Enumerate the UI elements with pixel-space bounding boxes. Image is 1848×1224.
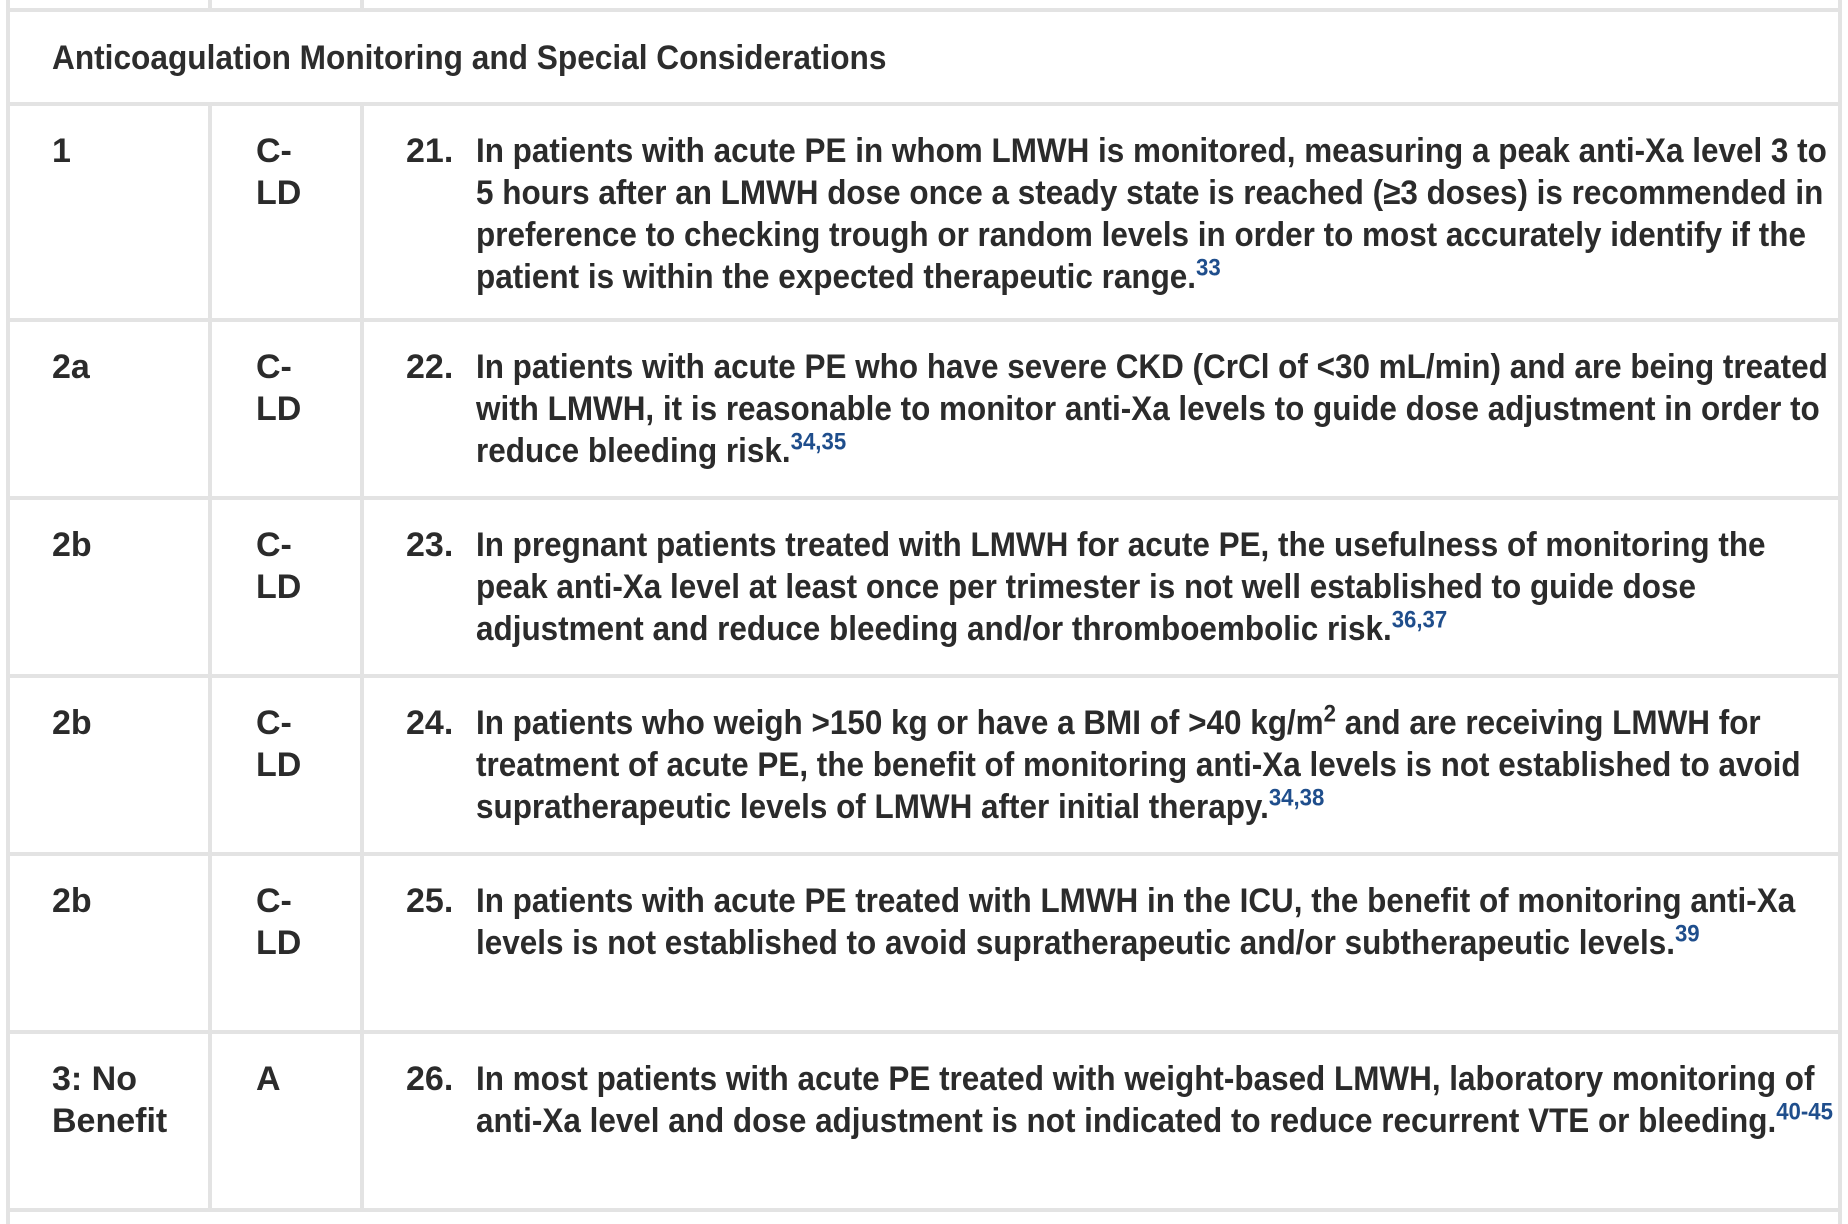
table-row xyxy=(10,106,1838,322)
recommendation-number: 22. xyxy=(406,348,454,386)
loe-cell: C-LD xyxy=(256,526,302,606)
cor-cell: 2b xyxy=(52,526,92,564)
loe-cell: C-LD xyxy=(256,704,302,784)
superscript: 2 xyxy=(1323,700,1336,728)
recommendation-number: 23. xyxy=(406,526,454,564)
table-body xyxy=(10,106,1838,1212)
recommendation-text: In patients with acute PE treated with LMWH in the ICU, the benefit of monitoring anti-Xa levels is not established to avoid supratherapeutic and/or subtherapeutic levels.$^{39}$ xyxy=(476,882,1796,962)
section-header xyxy=(10,12,1838,106)
reference-link[interactable]: 34,38 xyxy=(1268,784,1325,812)
recommendation-number: 24. xyxy=(406,704,454,742)
recommendation-text: In patients with acute PE who have severe CKD (CrCl of <30 mL/min) and are being treated with LMWH, it is reasonable to monitor anti-Xa levels to guide dose adjustment in order to reduce bleeding risk.$^{34,35}$ xyxy=(476,348,1828,470)
recommendation-number: 26. xyxy=(406,1060,454,1098)
previous-row-edge xyxy=(10,0,1838,12)
reference-link[interactable]: 33 xyxy=(1196,254,1221,282)
reference-link[interactable]: 36,37 xyxy=(1391,606,1448,634)
reference-link[interactable]: 34,35 xyxy=(790,428,847,456)
recommendation-number: 21. xyxy=(406,132,454,170)
loe-cell: C-LD xyxy=(256,882,302,962)
loe-cell: A xyxy=(256,1060,281,1098)
table-row xyxy=(10,500,1838,678)
loe-cell: C-LD xyxy=(256,132,302,212)
reference-link[interactable]: 39 xyxy=(1674,920,1700,948)
recommendation-number: 25. xyxy=(406,882,454,920)
recommendation-text: In patients who weigh >150 kg or have a BMI of >40 $kg/m^2$ and are receiving LMWH for treatment of acute PE, the benefit of monitoring anti-Xa levels is not established to avoid supratherapeutic levels of LMWH after initial therapy.$^{34,38}$ xyxy=(476,700,1801,826)
section-title: Anticoagulation Monitoring and Special Considerations xyxy=(52,39,887,77)
loe-cell: C-LD xyxy=(256,348,302,428)
recommendation-table xyxy=(6,0,1842,1224)
cor-cell: 2b xyxy=(52,882,92,920)
recommendation-text: In most patients with acute PE treated with weight-based LMWH, laboratory monitoring of anti-Xa level and dose adjustment is not indicated to reduce recurrent VTE or bleeding.$^{40-45}$ xyxy=(476,1060,1833,1140)
cor-cell: 1 xyxy=(52,132,71,170)
recommendation-text: In pregnant patients treated with LMWH for acute PE, the usefulness of monitoring the peak anti-Xa level at least once per trimester is not well established to guide dose adjustment and reduce bleeding and/or thromboembolic risk.$^{36,37}$ xyxy=(476,526,1766,648)
table-row xyxy=(10,678,1838,856)
recommendation-text: In patients with acute PE in whom LMWH is monitored, measuring a peak anti-Xa level 3 to 5 hours after an LMWH dose once a steady state is reached (≥3 doses) is recommended in preference to checking trough or random levels in order to most accurately identify if the patient is within the expected therapeutic range.$^{33}$ xyxy=(476,132,1827,296)
table-row xyxy=(10,856,1838,1034)
cor-cell: 3: No Benefit xyxy=(52,1060,168,1140)
cor-cell: 2b xyxy=(52,704,92,742)
table-row xyxy=(10,322,1838,500)
table-row xyxy=(10,1034,1838,1212)
reference-link[interactable]: 40-45 xyxy=(1776,1098,1833,1126)
cor-cell: 2a xyxy=(52,348,90,386)
